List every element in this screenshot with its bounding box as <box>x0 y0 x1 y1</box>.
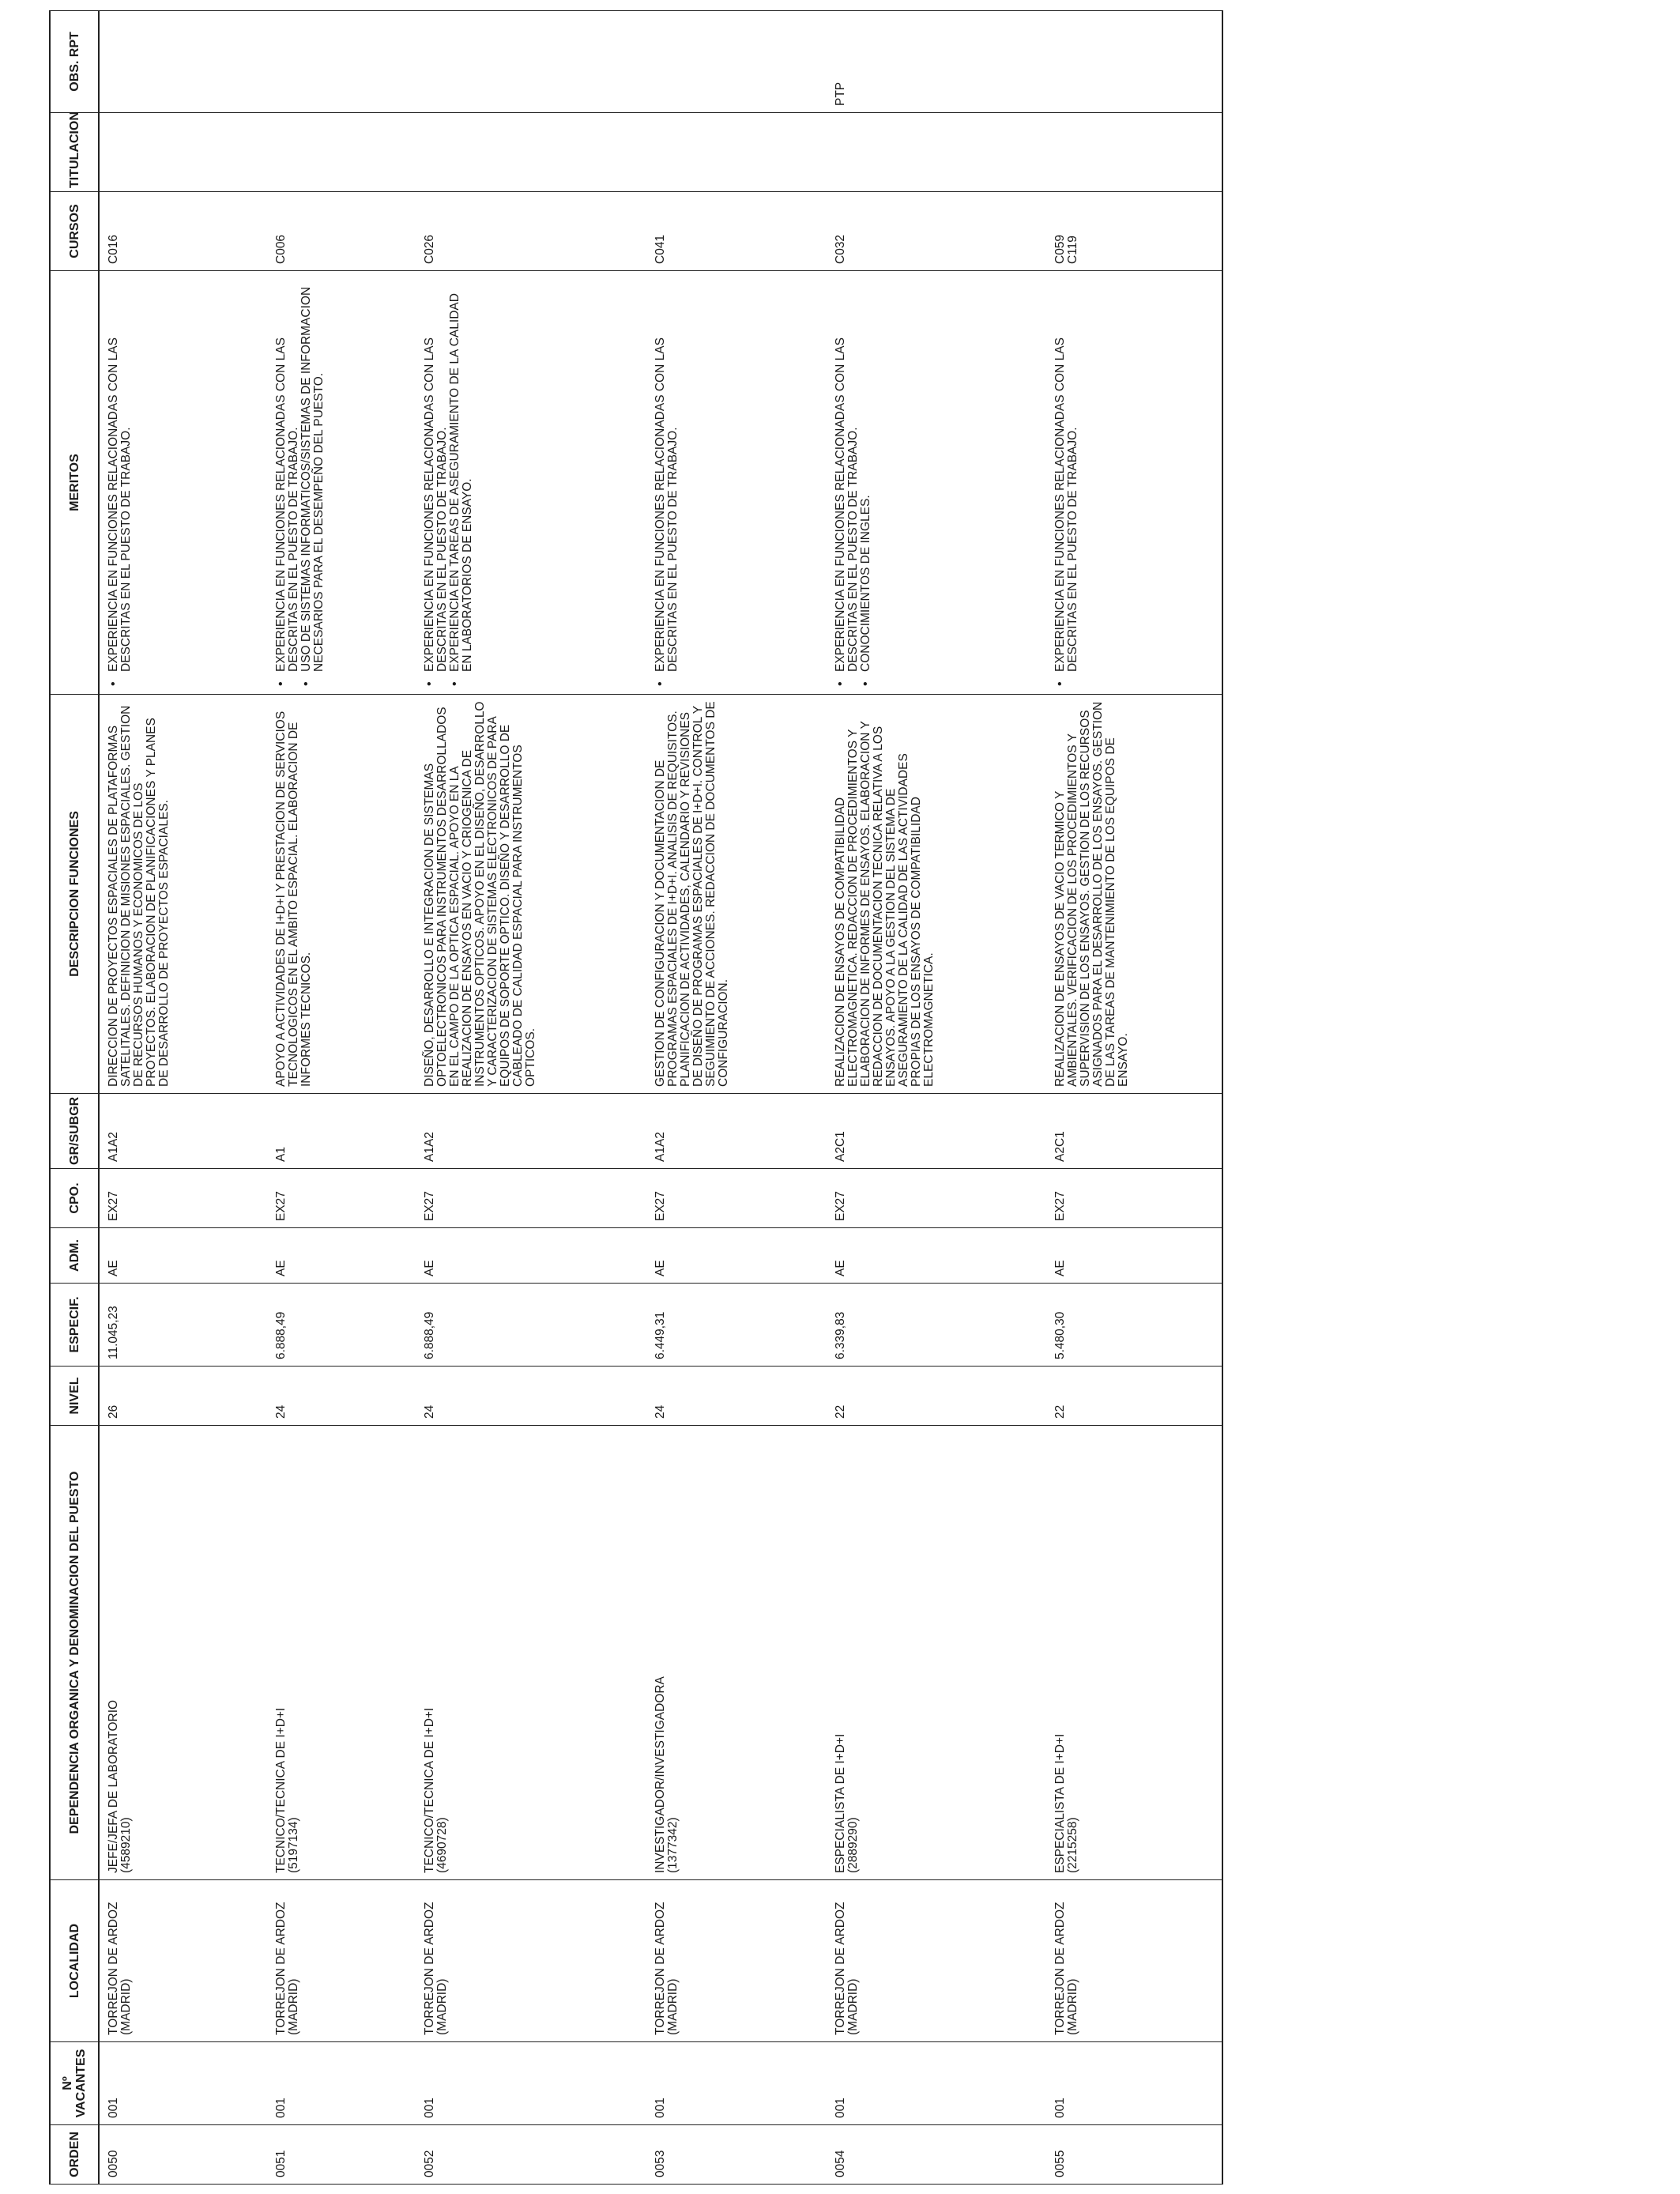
header-orden: ORDEN <box>50 2125 99 2185</box>
orden-cell: 0052 <box>416 2125 646 2185</box>
especif-cell: 6.449,31 <box>646 1284 827 1367</box>
header-vacantes: Nº VACANTES <box>50 2042 99 2125</box>
header-meritos: MERITOS <box>50 271 99 695</box>
descripcion-cell: DISEÑO, DESARROLLO E INTEGRACION DE SISTEMAS OPTOELECTRONICOS PARA INSTRUMENTOS DESARROLLADOS EN EL CAMPO DE LA OPTICA ESPACIAL. APOYO EN LA REALIZACION DE ENSAYOS EN VACIO Y CRIOGENICA DE INSTRUMENTOS OPTICOS. APOYO EN EL DISEÑO, DESARROLLO Y CARACTERIZACION DE SISTEMAS ELECTRONICOS DE PARA EQUIPOS DE SOPORTE OPTICO. DISEÑO Y DESARROLLO DE CABLEADO DE CALIDAD ESPACIAL PARA INSTRUMENTOS OPTICOS. <box>416 695 646 1094</box>
adm-cell: AE <box>1046 1228 1222 1284</box>
cursos-cell: C006 <box>267 192 416 271</box>
orden-cell: 0053 <box>646 2125 827 2185</box>
merito-item: • EXPERIENCIA EN FUNCIONES RELACIONADAS CON LAS DESCRITAS EN EL PUESTO DE TRABAJO. <box>275 277 300 672</box>
merito-item: • EXPERIENCIA EN FUNCIONES RELACIONADAS CON LAS DESCRITAS EN EL PUESTO DE TRABAJO. <box>1054 277 1079 672</box>
obs-cell <box>99 11 267 113</box>
especif-cell: 6.339,83 <box>827 1284 1046 1367</box>
header-especif: ESPECIF. <box>50 1284 99 1367</box>
cpo-cell: EX27 <box>1046 1169 1222 1228</box>
merito-item: • EXPERIENCIA EN FUNCIONES RELACIONADAS CON LAS DESCRITAS EN EL PUESTO DE TRABAJO. <box>834 277 860 672</box>
orden-cell: 0054 <box>827 2125 1046 2185</box>
grupo-cell: A1A2 <box>99 1094 267 1169</box>
localidad-cell: TORREJON DE ARDOZ (MADRID) <box>646 1880 827 2042</box>
cpo-cell: EX27 <box>646 1169 827 1228</box>
header-adm: ADM. <box>50 1228 99 1284</box>
header-localidad: LOCALIDAD <box>50 1880 99 2042</box>
header-dependencia: DEPENDENCIA ORGANICA Y DENOMINACION DEL PUESTO <box>50 1426 99 1880</box>
merito-item: • EXPERIENCIA EN TAREAS DE ASEGURAMIENTO DE LA CALIDAD EN LABORATORIOS DE ENSAYO. <box>449 277 474 672</box>
titulacion-cell <box>1046 113 1222 192</box>
puesto-cell: JEFE/JEFA DE LABORATORIO (4589210) <box>99 1426 267 1880</box>
table-row <box>267 11 416 2185</box>
orden-cell: 0055 <box>1046 2125 1222 2185</box>
header-obs: OBS. RPT <box>50 11 99 113</box>
puesto-cell: ESPECIALISTA DE I+D+I (2889290) <box>827 1426 1046 1880</box>
orden-cell: 0051 <box>267 2125 416 2185</box>
obs-cell: PTP <box>827 11 1046 113</box>
obs-cell <box>646 11 827 113</box>
especif-cell: 6.888,49 <box>267 1284 416 1367</box>
puesto-cell: ESPECIALISTA DE I+D+I (2215258) <box>1046 1426 1222 1880</box>
especif-cell: 5.480,30 <box>1046 1284 1222 1367</box>
localidad-cell: TORREJON DE ARDOZ (MADRID) <box>99 1880 267 2042</box>
cursos-cell: C032 <box>827 192 1046 271</box>
meritos-cell <box>416 271 646 695</box>
localidad-cell: TORREJON DE ARDOZ (MADRID) <box>267 1880 416 2042</box>
meritos-cell <box>646 271 827 695</box>
titulacion-cell <box>267 113 416 192</box>
vacantes-cell: 001 <box>99 2042 267 2125</box>
localidad-cell: TORREJON DE ARDOZ (MADRID) <box>416 1880 646 2042</box>
meritos-cell <box>1046 271 1222 695</box>
cursos-cell: C041 <box>646 192 827 271</box>
merito-item: • EXPERIENCIA EN FUNCIONES RELACIONADAS CON LAS DESCRITAS EN EL PUESTO DE TRABAJO. <box>107 277 133 672</box>
header-titulacion: TITULACION <box>50 113 99 192</box>
table-row <box>827 11 1046 2185</box>
puesto-cell: TECNICO/TECNICA DE I+D+I (4690728) <box>416 1426 646 1880</box>
merito-item: • CONOCIMIENTOS DE INGLES. <box>860 277 872 672</box>
cpo-cell: EX27 <box>267 1169 416 1228</box>
adm-cell: AE <box>267 1228 416 1284</box>
meritos-cell <box>827 271 1046 695</box>
table-row <box>646 11 827 2185</box>
cpo-cell: EX27 <box>416 1169 646 1228</box>
puesto-cell: TECNICO/TECNICA DE I+D+I (5197134) <box>267 1426 416 1880</box>
descripcion-cell: GESTION DE CONFIGURACION Y DOCUMENTACION DE PROGRAMAS ESPACIALES DE I+D+I. ANALISIS DE REQUISITOS. PLANIFICACION DE ACTIVIDADES, CALENDARIO Y REVISIONES DE DISEÑO DE PROGRAMAS ESPACIALES DE I+D+I. CONTROL Y SEGUIMIENTO DE ACCIONES. REDACCION DE DOCUMENTOS DE CONFIGURACION. <box>646 695 827 1094</box>
rpt-table <box>49 10 1223 2185</box>
cursos-cell: C026 <box>416 192 646 271</box>
titulacion-cell <box>827 113 1046 192</box>
merito-item: • EXPERIENCIA EN FUNCIONES RELACIONADAS CON LAS DESCRITAS EN EL PUESTO DE TRABAJO. <box>424 277 449 672</box>
titulacion-cell <box>646 113 827 192</box>
nivel-cell: 22 <box>1046 1367 1222 1426</box>
adm-cell: AE <box>646 1228 827 1284</box>
descripcion-cell: REALIZACION DE ENSAYOS DE VACIO TERMICO Y AMBIENTALES. VERIFICACION DE LOS PROCEDIMIENTOS Y SUPERVISION DE LOS ENSAYOS. GESTION DE LOS RECURSOS ASIGNADOS PARA EL DESARROLLO DE LOS ENSAYOS. GESTION DE LAS TAREAS DE MANTENIMIENTO DE LOS EQUIPOS DE ENSAYO. <box>1046 695 1222 1094</box>
table-row <box>99 11 267 2185</box>
descripcion-cell: DIRECCION DE PROYECTOS ESPACIALES DE PLATAFORMAS SATELITALES. DEFINICION DE MISIONES ESPACIALES. GESTION DE RECURSOS HUMANOS Y ECONOMICOS DE LOS PROYECTOS. ELABORACION DE PLANIFICACIONES Y PLANES DE DESARROLLO DE PROYECTOS ESPACIALES. <box>99 695 267 1094</box>
adm-cell: AE <box>827 1228 1046 1284</box>
vacantes-cell: 001 <box>267 2042 416 2125</box>
localidad-cell: TORREJON DE ARDOZ (MADRID) <box>1046 1880 1222 2042</box>
header-row <box>50 11 99 2185</box>
nivel-cell: 24 <box>416 1367 646 1426</box>
especif-cell: 11.045,23 <box>99 1284 267 1367</box>
grupo-cell: A1A2 <box>416 1094 646 1169</box>
especif-cell: 6.888,49 <box>416 1284 646 1367</box>
obs-cell <box>416 11 646 113</box>
nivel-cell: 26 <box>99 1367 267 1426</box>
obs-cell <box>1046 11 1222 113</box>
header-nivel: NIVEL <box>50 1367 99 1426</box>
header-cursos: CURSOS <box>50 192 99 271</box>
descripcion-cell: APOYO A ACTIVIDADES DE I+D+I Y PRESTACION DE SERVICIOS TECNOLOGICOS EN EL AMBITO ESPACIAL. ELABORACION DE INFORMES TECNICOS. <box>267 695 416 1094</box>
header-cpo: CPO. <box>50 1169 99 1228</box>
nivel-cell: 24 <box>646 1367 827 1426</box>
grupo-cell: A1A2 <box>646 1094 827 1169</box>
cpo-cell: EX27 <box>827 1169 1046 1228</box>
titulacion-cell <box>416 113 646 192</box>
table-row <box>1046 11 1222 2185</box>
localidad-cell: TORREJON DE ARDOZ (MADRID) <box>827 1880 1046 2042</box>
grupo-cell: A2C1 <box>827 1094 1046 1169</box>
merito-item: • EXPERIENCIA EN FUNCIONES RELACIONADAS CON LAS DESCRITAS EN EL PUESTO DE TRABAJO. <box>654 277 680 672</box>
meritos-cell <box>99 271 267 695</box>
cpo-cell: EX27 <box>99 1169 267 1228</box>
table-row <box>416 11 646 2185</box>
grupo-cell: A1 <box>267 1094 416 1169</box>
adm-cell: AE <box>99 1228 267 1284</box>
nivel-cell: 24 <box>267 1367 416 1426</box>
header-grupo: GR/SUBGR <box>50 1094 99 1169</box>
rotated-page <box>49 11 1220 2185</box>
obs-cell <box>267 11 416 113</box>
descripcion-cell: REALIZACION DE ENSAYOS DE COMPATIBILIDAD ELECTROMAGNETICA. REDACCION DE PROCEDIMIENTOS Y ELABORACION DE INFORMES DE ENSAYOS. ELABORACION Y REDACCION DE DOCUMENTACION TECNICA RELATIVA A LOS ENSAYOS. APOYO A LA GESTION DEL SISTEMA DE ASEGURAMIENTO DE LA CALIDAD DE LAS ACTIVIDADES PROPIAS DE LOS ENSAYOS DE COMPATIBILIDAD ELECTROMAGNETICA. <box>827 695 1046 1094</box>
titulacion-cell <box>99 113 267 192</box>
grupo-cell: A2C1 <box>1046 1094 1222 1169</box>
merito-item: • USO DE SISTEMAS INFORMATICOS/SISTEMAS DE INFORMACION NECESARIOS PARA EL DESEMPEÑO DEL PUESTO. <box>300 277 326 672</box>
cursos-cell: C016 <box>99 192 267 271</box>
header-descripcion: DESCRIPCION FUNCIONES <box>50 695 99 1094</box>
nivel-cell: 22 <box>827 1367 1046 1426</box>
meritos-cell <box>267 271 416 695</box>
cursos-cell: C059 C119 <box>1046 192 1222 271</box>
vacantes-cell: 001 <box>1046 2042 1222 2125</box>
vacantes-cell: 001 <box>827 2042 1046 2125</box>
puesto-cell: INVESTIGADOR/INVESTIGADORA (1377342) <box>646 1426 827 1880</box>
vacantes-cell: 001 <box>416 2042 646 2125</box>
vacantes-cell: 001 <box>646 2042 827 2125</box>
adm-cell: AE <box>416 1228 646 1284</box>
orden-cell: 0050 <box>99 2125 267 2185</box>
